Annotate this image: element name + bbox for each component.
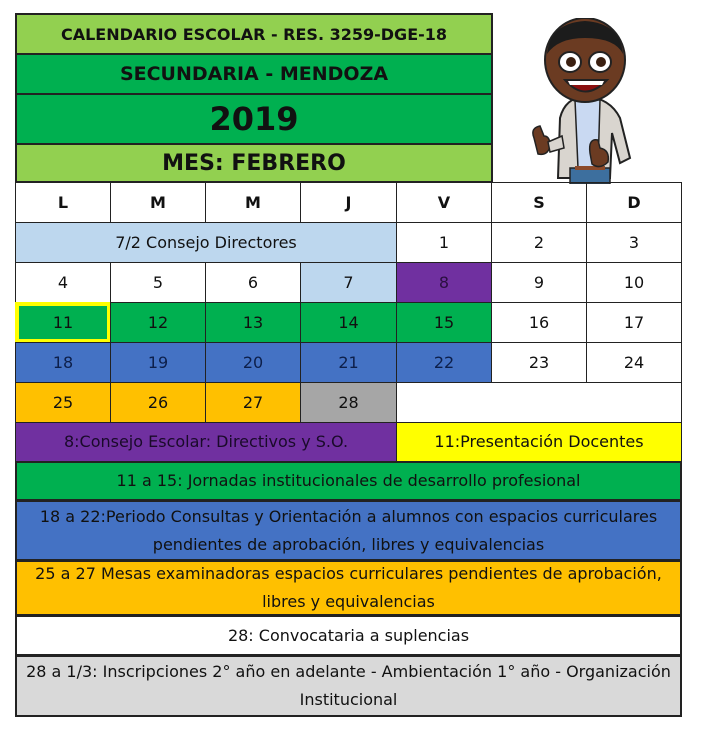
day-19[interactable]: 19 bbox=[110, 342, 206, 383]
title-year: 2019 bbox=[15, 93, 493, 143]
event-consejo-escolar: 8:Consejo Escolar: Directivos y S.O. bbox=[15, 422, 397, 462]
day-25[interactable]: 25 bbox=[15, 382, 111, 423]
title-level-region: SECUNDARIA - MENDOZA bbox=[15, 53, 493, 93]
day-11[interactable]: 11 bbox=[15, 302, 111, 343]
title-month: MES: FEBRERO bbox=[15, 143, 493, 183]
event-mesas-examinadoras: 25 a 27 Mesas examinadoras espacios curriculares pendientes de aprobación, libres y equivalencias bbox=[15, 560, 682, 616]
day-20[interactable]: 20 bbox=[205, 342, 301, 383]
weekday-sabado: S bbox=[491, 182, 587, 223]
event-convocatoria-suplencias: 28: Convocataria a suplencias bbox=[15, 615, 682, 656]
weekday-lunes: L bbox=[15, 182, 111, 223]
day-5[interactable]: 5 bbox=[110, 262, 206, 303]
weekday-martes: M bbox=[110, 182, 206, 223]
consejo-directores-span: 7/2 Consejo Directores bbox=[15, 222, 397, 263]
day-23[interactable]: 23 bbox=[491, 342, 587, 383]
day-8[interactable]: 8 bbox=[396, 262, 492, 303]
event-inscripciones: 28 a 1/3: Inscripciones 2° año en adelante - Ambientación 1° año - Organización Institucional bbox=[15, 655, 682, 717]
day-18[interactable]: 18 bbox=[15, 342, 111, 383]
weekday-domingo: D bbox=[586, 182, 682, 223]
day-9[interactable]: 9 bbox=[491, 262, 587, 303]
day-7[interactable]: 7 bbox=[300, 262, 397, 303]
day-6[interactable]: 6 bbox=[205, 262, 301, 303]
weekday-jueves: J bbox=[300, 182, 397, 223]
day-2[interactable]: 2 bbox=[491, 222, 587, 263]
event-periodo-consultas: 18 a 22:Periodo Consultas y Orientación a alumnos con espacios curriculares pendientes de aprobación, libres y equivalencias bbox=[15, 500, 682, 561]
day-28[interactable]: 28 bbox=[300, 382, 397, 423]
empty-cell bbox=[396, 382, 682, 423]
day-10[interactable]: 10 bbox=[586, 262, 682, 303]
weekday-miercoles: M bbox=[205, 182, 301, 223]
event-presentacion-docentes: 11:Presentación Docentes bbox=[396, 422, 682, 462]
day-17[interactable]: 17 bbox=[586, 302, 682, 343]
day-24[interactable]: 24 bbox=[586, 342, 682, 383]
day-12[interactable]: 12 bbox=[110, 302, 206, 343]
day-1[interactable]: 1 bbox=[396, 222, 492, 263]
event-jornadas-institucionales: 11 a 15: Jornadas institucionales de desarrollo profesional bbox=[15, 461, 682, 501]
day-13[interactable]: 13 bbox=[205, 302, 301, 343]
weekday-viernes: V bbox=[396, 182, 492, 223]
day-4[interactable]: 4 bbox=[15, 262, 111, 303]
day-22[interactable]: 22 bbox=[396, 342, 492, 383]
day-27[interactable]: 27 bbox=[205, 382, 301, 423]
teacher-mascot-image bbox=[520, 18, 650, 184]
day-26[interactable]: 26 bbox=[110, 382, 206, 423]
day-14[interactable]: 14 bbox=[300, 302, 397, 343]
title-resolution: CALENDARIO ESCOLAR - RES. 3259-DGE-18 bbox=[15, 13, 493, 53]
day-15[interactable]: 15 bbox=[396, 302, 492, 343]
day-16[interactable]: 16 bbox=[491, 302, 587, 343]
day-21[interactable]: 21 bbox=[300, 342, 397, 383]
day-3[interactable]: 3 bbox=[586, 222, 682, 263]
